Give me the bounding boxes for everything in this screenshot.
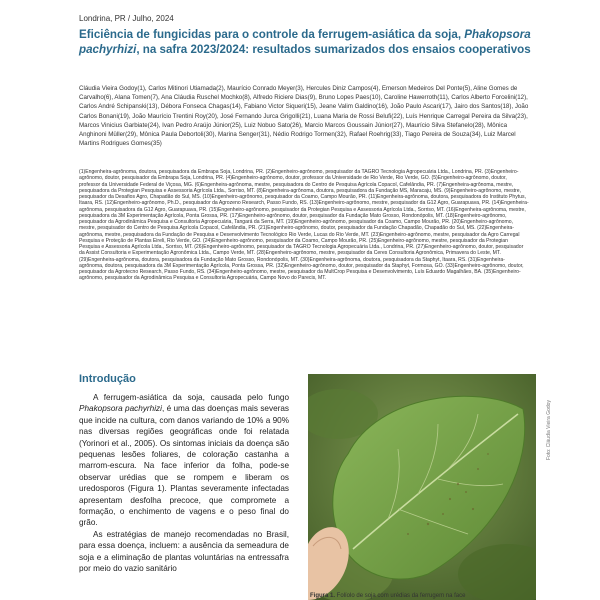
introduction-text — [79, 392, 289, 575]
photo-credit-text: Foto: Cláudia Vieira Godoy — [546, 400, 552, 460]
title-part1: Eficiência de fungicidas para o controle da ferrugem-asiática da soja, — [79, 28, 465, 41]
figure-1-photo — [308, 374, 536, 600]
p1-rest: , é uma das doenças mais severas que incide na cultura, com danos variando de 10% a 90% nas diversas regiões geográficas onde foi relatada (Yorinori et al., 2005). Os sintomas iniciais da doença são pequenas lesões foliares, de coloração castanha a marrom-escura. Na face inferior da folha, pode-se observar urédias que se rompem e liberam os uredosporos (Figura 1). Plantas severamente infectadas apresentam desfolha precoce, que compromete a formação, o enchimento de vagens e o peso final do grão. — [79, 404, 290, 528]
author-list: Cláudia Vieira Godoy(1), Carlos Mitinori Utiamada(2), Maurício Conrado Meyer(3), Hercules Diniz Campos(4), Emerson Medeiros Del Ponte(5), Aline Gomes de Carvalho(6), Alana Tomen(7), Ana Cláudia Ruschel Mochko(8), Alfredo Riciere Dias(9), Bruno Lopes Paes(10), Caroline Hawerroth(11), Carlos Alberto Forcelini(12), Carlos André Schipanski(13), Débora Fonseca Chagas(14), Fabiano Victor Siqueri(15), Jeane Valim Galdino(16), João Paulo Ascari(17), Jairo dos Santos(18), João Carlos Bonani(19), João Maurício Trentini Roy(20), José Fernando Jurca Grigolli(21), Luana Maria de Rossi Belufi(22), Luís Henrique Carregal Pereira da Silva(23), Marcos Vinicius Garbiate(24), Ivan Pedro Araújo Júnior(25), Luiz Nobuo Sato(26), Marcio Marcos Goussain Júnior(27), Maurício Silva Stefanelo(28), Mônica Anghinoni Müller(29), Mônica Paula Debortoli(30), Marina Senger(31), Nédio Rodrigo Tormen(32), Rafael Roehrig(33), Tiago Pereira de Souza(34), Luiz Marcel Martins Rodrigues Gomes(35) — [79, 85, 529, 148]
p1-species: Phakopsora pachyrhizi — [79, 404, 162, 414]
title-species: Phakopsora pachyrhizi — [79, 28, 531, 56]
section-heading-introduction: Introdução — [79, 373, 136, 385]
photo-credit — [538, 384, 552, 464]
paragraph — [79, 392, 289, 529]
p1-start: A ferrugem-asiática da soja, causada pelo fungo — [93, 393, 289, 402]
figure-caption — [310, 593, 465, 599]
affiliations: (1)Engenheira-agrônoma, doutora, pesquisadora da Embrapa Soja, Londrina, PR. (2)Engenheiro-agrônomo, pesquisador da TAGRO Tecnologia Agropecuária Ltda., Londrina, PR. (3)Engenheiro-agrônomo, doutor, pesquisador da Embrapa Soja, Londrina, PR. (4)Engenheiro-agrônomo, doutor, professor da Universidade de Rio Verde, Rio Verde, GO. (5)Engenheiro-agrônomo, doutor, professor da Universidade Federal de Viçosa, MG. (6)Engenheira-agrônoma, mestre, pesquisadora do Centro de Pesquisa Agrícola Copacol, Cafelândia, PR. (7)Engenheira-agrônoma, mestre, pesquisadora da Protegian Pesquisa e Assessoria Agrícola Ltda., Sorriso, MT. (8)Engenheira-agrônoma, doutora, pesquisadora da Fundação MS, Maracaju, MS. (9)Engenheiro-agrônomo, mestre, pesquisador da Desafios Agro, Chapadão do Sul, MS. (10)Engenheiro-agrônomo, pesquisador da Coamo, Campo Mourão, PR. (11)Engenheira-agrônoma, doutora, pesquisadora do Instituto Phytus, Itaara, RS. (12)Engenheiro-agrônomo, Ph.D., pesquisador da Agrozeno Research, Passo Fundo, RS. (13)Engenheiro-agrônomo, mestre, pesquisador da G12 Agro, Guarapuava, PR. (14)Engenheira-agrônoma, pesquisadora da G12 Agro, Guarapuava, PR. (15)Engenheiro-agrônomo, pesquisador da Protegian Pesquisa e Assessoria Agrícola Ltda., Sorriso, MT. (16)Engenheira-agrônoma, mestre, pesquisadora da 3M Experimentação Agrícola, Ponta Grossa, PR. (17)Engenheiro-agrônomo, doutor, pesquisador da Fundação Mato Grosso, Rondonópolis, MT. (18)Engenheiro-agrônomo, pesquisador da Agrodinâmica Pesquisa e Consultoria Agropecuária, Tangará da Serra, MT. (19)Engenheiro-agrônomo, pesquisador da Coamo, Campo Mourão, PR. (20)Engenheiro-agrônomo, mestre, pesquisador do Centro de Pesquisa Agrícola Copacol, Cafelândia, PR. (21)Engenheiro-agrônomo, doutor, pesquisador da Fundação Chapadão, Chapadão do Sul, MS. (22)Engenheira-agrônoma, mestre, pesquisadora da Fundação de Pesquisa e Desenvolvimento Tecnológico Rio Verde, Lucas do Rio Verde, MT. (23)Engenheiro-agrônomo, mestre, pesquisador da Agro Carregal Pesquisa e Proteção de Plantas Eireli, Rio Verde, GO. (24)Engenheiro-agrônomo, pesquisador da Coamo, Campo Mourão, PR. (25)Engenheiro-agrônomo, mestre, pesquisador da Protegian Pesquisa e Assessoria Agrícola Ltda., Sorriso, MT. (26)Engenheiro-agrônomo, pesquisador da TAGRO Tecnologia Agropecuária Ltda., Londrina, PR. (27)Engenheiro-agrônomo, doutor, pesquisador da Assist Consultoria e Experimentação Agronômica Ltda., Campo Verde, MT. (28)Engenheiro-agrônomo, mestre, pesquisador da Ceres Consultoria Agronômica, Primavera do Leste, MT. (29)Engenheira-agrônoma, doutora, pesquisadora da Fundação Mato Grosso, Rondonópolis, MT. (30)Engenheira-agrônoma, doutora, pesquisadora da Staphyt, Itaara, RS. (31)Engenheira-agrônoma, doutora, pesquisadora da 3M Experimentação Agrícola, Ponta Grossa, PR. (32)Engenheiro-agrônomo, doutor, pesquisador da Staphyt, Formosa, GO. (33)Engenheiro-agrônomo, doutor, pesquisador da Agrotecno Research, Passo Fundo, RS. (34)Engenheiro-agrônomo, mestre, pesquisador da MultCrop Pesquisa e Desenvolvimento, Luís Eduardo Magalhães, BA. (35)Engenheiro-agrônomo, pesquisador da Agrodinâmica Pesquisa e Consultoria Agropecuária, Campo Novo do Parecis, MT. — [79, 169, 529, 282]
document-title — [79, 27, 549, 57]
location-date: Londrina, PR / Julho, 2024 — [79, 14, 174, 23]
caption-label: Figura 1. — [310, 593, 336, 599]
title-part2: , na safra 2023/2024: resultados sumarizados dos ensaios cooperativos — [136, 43, 531, 56]
soybean-leaf-photo — [308, 374, 536, 600]
caption-text: Folíolo de soja com urédias da ferrugem na face — [335, 593, 466, 599]
paragraph: As estratégias de manejo recomendadas no Brasil, para essa doença, incluem: a ausência da semeadura de soja e a eliminação de plantas voluntárias na entressafra por meio do vazio sanitário — [79, 529, 289, 574]
